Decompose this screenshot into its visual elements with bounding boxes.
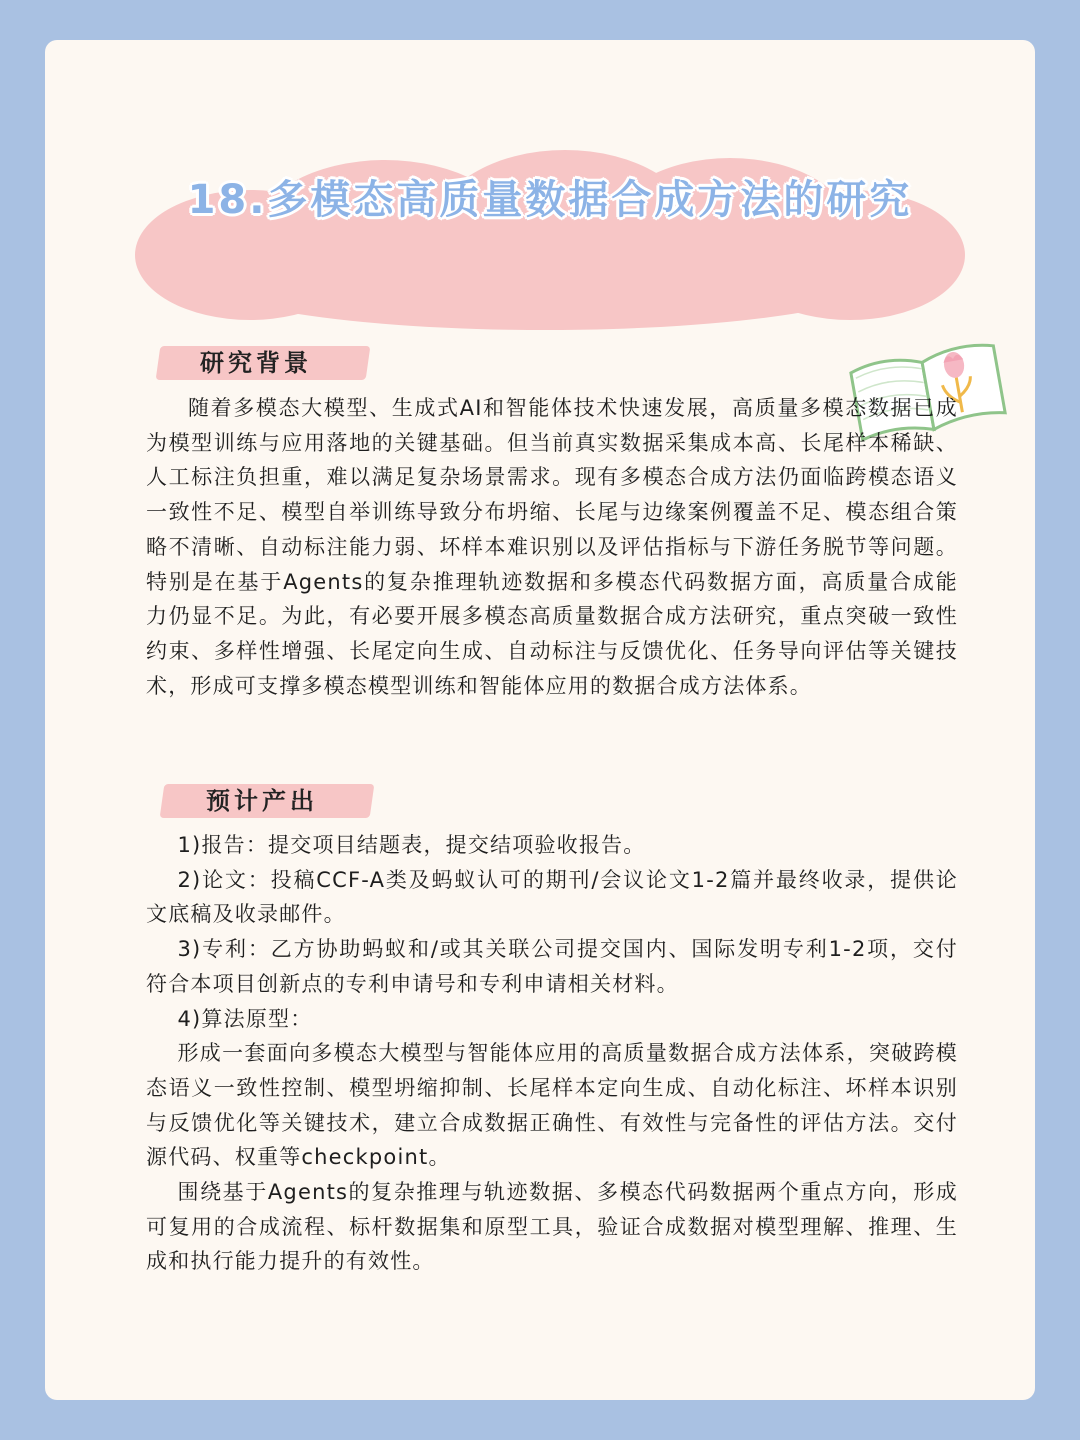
outputs-text-block [146,828,958,1279]
background-text-block [146,391,958,703]
algorithm-paragraph: 围绕基于Agents的复杂推理与轨迹数据、多模态代码数据两个重点方向，形成可复用的合成流程、标杆数据集和原型工具，验证合成数据对模型理解、推理、生成和执行能力提升的有效性。 [146,1180,958,1274]
output-item-report: 1)报告：提交项目结题表，提交结项验收报告。 [177,833,646,857]
output-item-paper: 2)论文：投稿CCF-A类及蚂蚁认可的期刊/会议论文1-2篇并最终收录，提供论文底稿及收录邮件。 [146,867,958,927]
background-paragraph: 随着多模态大模型、生成式AI和智能体技术快速发展，高质量多模态数据已成为模型训练与应用落地的关键基础。但当前真实数据采集成本高、长尾样本稀缺、人工标注负担重，难以满足复杂场景需求。现有多模态合成方法仍面临跨模态语义一致性不足、模型自举训练导致分布坍缩、长尾与边缘案例覆盖不足、模态组合策略不清晰、自动标注能力弱、坏样本难识别以及评估指标与下游任务脱节等问题。特别是在基于Agents的复杂推理轨迹数据和多模态代码数据方面，高质量合成能力仍显不足。为此，有必要开展多模态高质量数据合成方法研究，重点突破一致性约束、多样性增强、长尾定向生成、自动标注与反馈优化、任务导向评估等关键技术，形成可支撑多模态模型训练和智能体应用的数据合成方法体系。 [146,396,958,698]
output-item-algorithm: 4)算法原型： [177,1006,313,1031]
output-item-patent: 3)专利：乙方协助蚂蚁和/或其关联公司提交国内、国际发明专利1-2项，交付符合本项目创新点的专利申请号和专利申请相关材料。 [146,937,958,996]
algorithm-paragraph: 形成一套面向多模态大模型与智能体应用的高质量数据合成方法体系，突破跨模态语义一致性控制、模型坍缩抑制、长尾样本定向生成、自动化标注、坏样本识别与反馈优化等关键技术，建立合成数据正确性、有效性与完备性的评估方法。交付源代码、权重等checkpoint。 [146,1041,958,1170]
section-heading-background: 研究背景 [200,349,312,377]
section-heading-outputs: 预计产出 [206,787,318,815]
page-title: 18.多模态高质量数据合成方法的研究 [187,177,913,223]
